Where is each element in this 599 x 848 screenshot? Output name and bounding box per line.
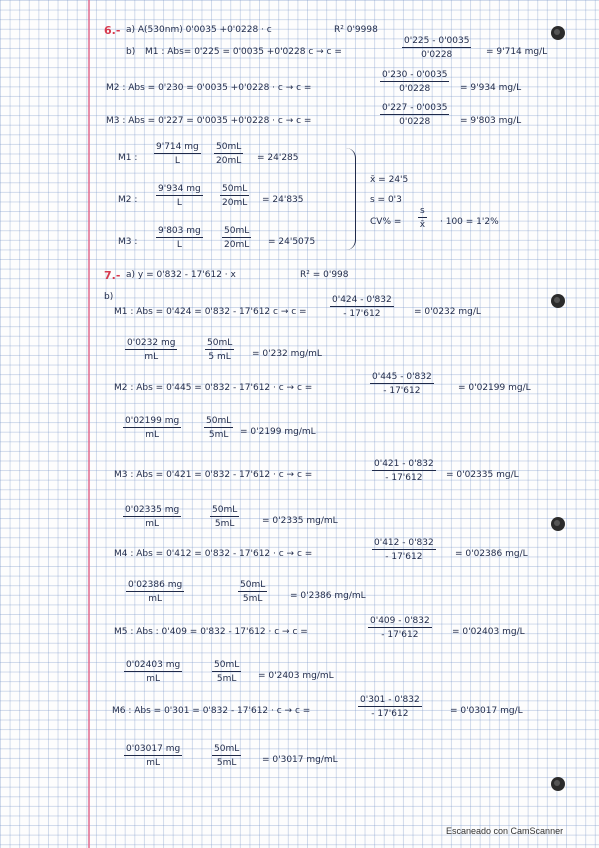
fraction: $\frac{50mL}{5mL}$ <box>214 660 240 684</box>
fraction: $\frac{0'0232 mg}{mL}$ <box>127 338 176 362</box>
result: = 0'03017 mg/L <box>450 706 523 716</box>
fraction: $\frac{50mL}{5 mL}$ <box>207 338 233 362</box>
margin-line <box>88 0 90 848</box>
binder-hole <box>551 777 565 791</box>
binder-hole <box>551 294 565 308</box>
equation-line: M1 : Abs = 0'424 = 0'832 - 17'612 c → c = <box>114 307 307 317</box>
sample-label: M3 : <box>118 237 138 247</box>
fraction: $\frac{50mL}{5mL}$ <box>240 580 266 604</box>
equation-line: M3 : Abs = 0'421 = 0'832 - 17'612 · c → c = <box>114 470 313 480</box>
result: = 0'232 mg/mL <box>252 349 322 359</box>
binder-hole <box>551 26 565 40</box>
result: = 9'934 mg/L <box>460 83 522 93</box>
mean: x̄ = 24'5 <box>370 175 409 185</box>
result: = 24'5075 <box>268 237 316 247</box>
fraction: $\frac{0'301 - 0'832}{- 17'612}$ <box>360 695 420 719</box>
equation-line: M3 : Abs = 0'227 = 0'0035 +0'0228 · c → c = <box>106 116 312 126</box>
binder-hole <box>551 517 565 531</box>
calibration-equation: a) y = 0'832 - 17'612 · x <box>126 270 236 280</box>
equation-line: M5 : Abs : 0'409 = 0'832 - 17'612 · c → c = <box>114 627 308 637</box>
result: = 0'2386 mg/mL <box>290 591 366 601</box>
result: = 9'714 mg/L <box>486 47 548 57</box>
result: = 0'02386 mg/L <box>455 549 528 559</box>
fraction: $\frac{s}{x̄}$ <box>419 206 426 230</box>
fraction: $\frac{0'02403 mg}{mL}$ <box>126 660 181 684</box>
fraction: $\frac{0'227 - 0'0035}{0'0228}$ <box>382 103 448 127</box>
fraction: $\frac{50mL}{20mL}$ <box>224 226 250 250</box>
fraction: $\frac{0'02386 mg}{mL}$ <box>128 580 183 604</box>
r-squared: R² 0'9998 <box>334 25 378 35</box>
equation-line: M2 : Abs = 0'445 = 0'832 - 17'612 · c → c = <box>114 383 313 393</box>
result: = 0'2199 mg/mL <box>240 427 316 437</box>
result: = 0'3017 mg/mL <box>262 755 338 765</box>
fraction: $\frac{0'03017 mg}{mL}$ <box>126 744 181 768</box>
fraction: $\frac{0'412 - 0'832}{- 17'612}$ <box>374 538 434 562</box>
sample-label: M2 : <box>118 195 138 205</box>
r-squared: R² = 0'998 <box>300 270 349 280</box>
result: = 0'02335 mg/L <box>446 470 519 480</box>
fraction: $\frac{0'02199 mg}{mL}$ <box>125 416 180 440</box>
part-label: b) <box>126 47 136 57</box>
problem-number: 7.- <box>104 269 121 282</box>
part-label: b) <box>104 292 114 302</box>
result: = 0'2335 mg/mL <box>262 516 338 526</box>
fraction: $\frac{0'421 - 0'832}{- 17'612}$ <box>374 459 434 483</box>
result: = 0'02199 mg/L <box>458 383 531 393</box>
result: = 24'285 <box>257 153 299 163</box>
fraction: $\frac{9'803 mg}{L}$ <box>158 226 201 250</box>
equation-line: M6 : Abs = 0'301 = 0'832 - 17'612 · c → c = <box>112 706 311 716</box>
result: = 9'803 mg/L <box>460 116 522 126</box>
problem-number: 6.- <box>104 24 121 37</box>
fraction: $\frac{0'230 - 0'0035}{0'0228}$ <box>382 70 448 94</box>
scanner-watermark: Escaneado con CamScanner <box>446 826 564 836</box>
fraction: $\frac{0'445 - 0'832}{- 17'612}$ <box>372 372 432 396</box>
fraction: $\frac{0'409 - 0'832}{- 17'612}$ <box>370 616 430 640</box>
sample-label: M1 : <box>118 153 138 163</box>
fraction: $\frac{0'02335 mg}{mL}$ <box>125 505 180 529</box>
std-dev: s = 0'3 <box>370 195 402 205</box>
fraction: $\frac{9'714 mg}{L}$ <box>156 142 199 166</box>
result: = 0'0232 mg/L <box>414 307 481 317</box>
result: = 0'2403 mg/mL <box>258 671 334 681</box>
fraction: $\frac{9'934 mg}{L}$ <box>158 184 201 208</box>
equation-line: M1 : Abs= 0'225 = 0'0035 +0'0228 c → c = <box>145 47 342 57</box>
fraction: $\frac{0'424 - 0'832}{- 17'612}$ <box>332 295 392 319</box>
fraction: $\frac{50mL}{20mL}$ <box>216 142 242 166</box>
fraction: $\frac{0'225 - 0'0035}{0'0228}$ <box>404 36 470 60</box>
fraction: $\frac{50mL}{5mL}$ <box>206 416 232 440</box>
fraction: $\frac{50mL}{20mL}$ <box>222 184 248 208</box>
fraction: $\frac{50mL}{5mL}$ <box>214 744 240 768</box>
brace <box>345 148 356 250</box>
result: = 24'835 <box>262 195 304 205</box>
fraction: $\frac{50mL}{5mL}$ <box>212 505 238 529</box>
cv-label: CV% = <box>370 217 402 227</box>
equation-line: M4 : Abs = 0'412 = 0'832 - 17'612 · c → c = <box>114 549 313 559</box>
calibration-equation: a) A(530nm) 0'0035 +0'0228 · c <box>126 25 272 35</box>
result: · 100 = 1'2% <box>440 217 499 227</box>
result: = 0'02403 mg/L <box>452 627 525 637</box>
equation-line: M2 : Abs = 0'230 = 0'0035 +0'0228 · c → c = <box>106 83 312 93</box>
